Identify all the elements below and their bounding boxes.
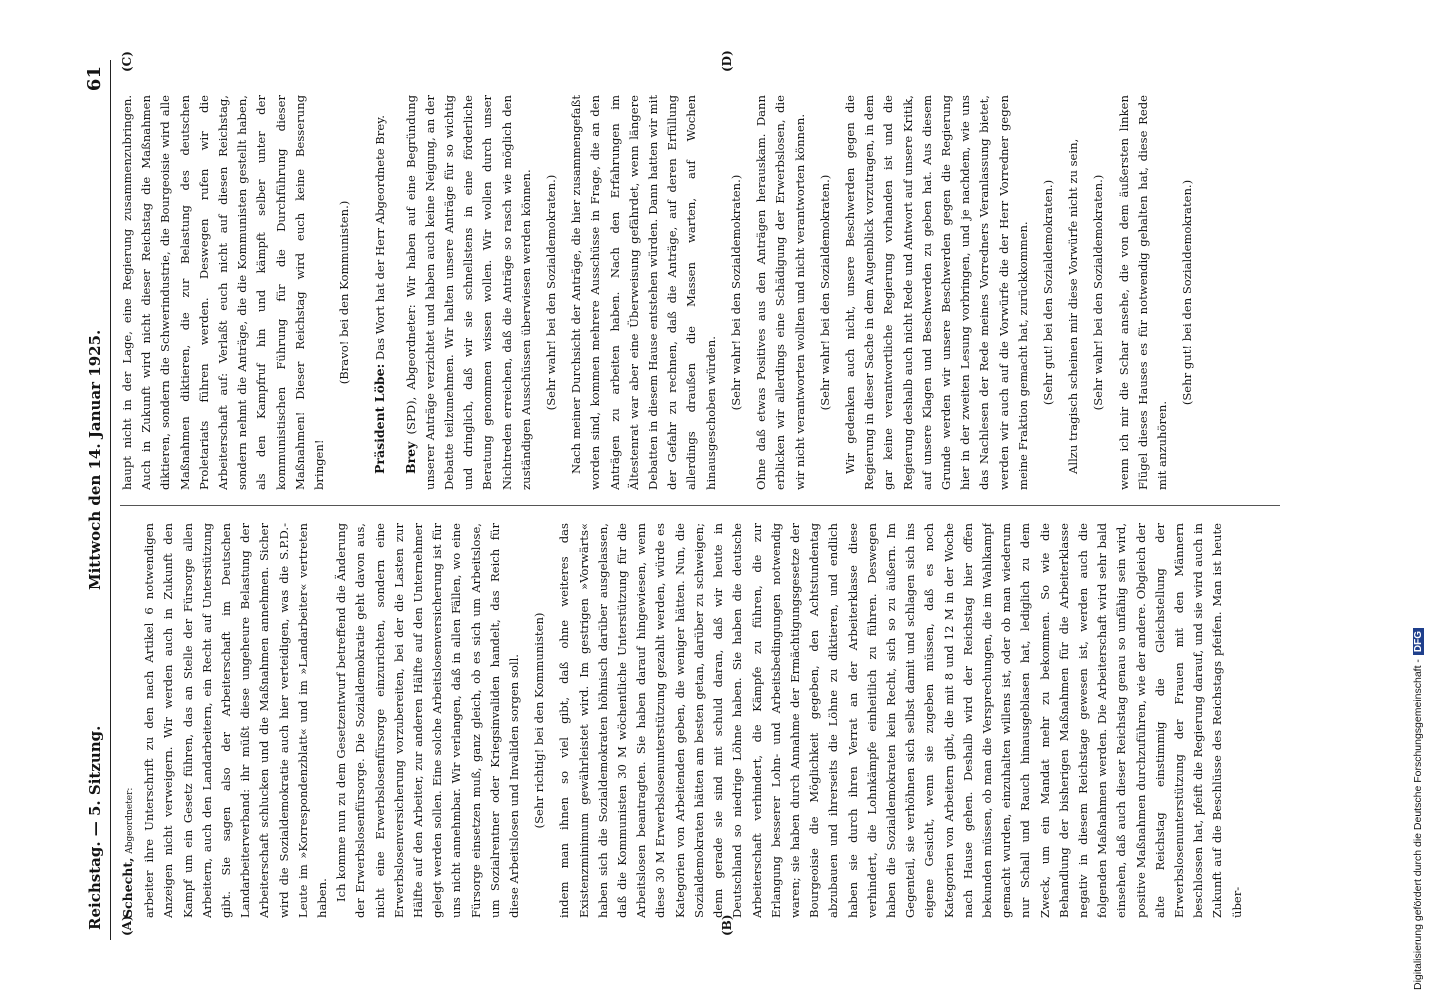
- page-header: [80, 60, 111, 940]
- paragraph: Allzu tragisch scheinen mir diese Vorwürfe nicht zu sein,: [1066, 138, 1081, 474]
- president-line: [370, 95, 390, 490]
- right-column: [118, 95, 1288, 490]
- speaker-name: Schecht,: [120, 857, 135, 918]
- paragraph: arbeiter ihre Unterschrift zu den nach Artikel 6 notwendigen Anzeigen nicht verweigern. Wir werden auch in Zukunft den Kampf um ein Gesetz führen, das an Stelle der Fürsorge allen Arbeitern, auch den Landarbeitern, ein Recht auf Unterstützung gibt. Sie sagen also der Arbeiterschaft im Deutschen Landarbeiterverband: ihr müßt diese ungeheure Belastung der Arbeiterschaft schlucken und die Maßnahmen annehmen. Sicher wird die Sozialdemokratie auch hier verteidigen, was die S.P.D.-Leute im »Korrespondenzblatt« und im »Landarbeiter« vertreten haben.: [142, 523, 330, 918]
- interjection: (Bravo! bei den Kommunisten.): [337, 200, 352, 385]
- speaker-role: Abgeordneter:: [125, 787, 135, 854]
- funding-credit: [1412, 628, 1424, 990]
- paragraph: Ich komme nun zu dem Gesetzentwurf betreffend die Änderung der Erwerbslosenfürsorge. Die Sozialdemokratie geht davon aus, nicht eine Erwerbslosenfürsorge einzurichten, sondern eine Erwerbslosenversicherung vorzubereiten, bei der die Lasten zur Hälfte auf den Arbeiter, zur anderen Hälfte auf den Unternehmer gelegt werden sollen. Eine solche Arbeitslosenversicherung ist für uns nicht annehmbar. Wir verlangen, daß in allen Fällen, wo eine Fürsorge einsetzen muß, ganz gleich, ob es sich um Arbeitslose, um Sozialrentner oder Kriegsinvaliden handelt, das Reich für diese Arbeitslosen und Invaliden sorgen soll.: [334, 523, 522, 918]
- paragraph: Nach meiner Durchsicht der Anträge, die hier zusammengefaßt worden sind, kommen mehrere Ausschüsse in Frage, die an den Anträgen zu arbeiten haben. Nach den Erfahrungen im Ältestenrat war aber eine Überweisung gefährdet, wenn längere Debatten in diesem Hause entstehen würden. Dann hatten wir mit der Gefahr zu rechnen, daß die Anträge, auf deren Erfüllung allerdings draußen die Massen warten, auf Wochen hinausgeschoben würden.: [569, 95, 718, 490]
- paragraph: indem man ihnen so viel gibt, daß ohne weiteres das Existenzminimum gewährleistet wird. Im gestrigen »Vorwärts« haben sich die Sozialdemokraten höhnisch darüber ausgelassen, daß die Kommunisten 30 M wöchentliche Unterstützung für die Arbeitslosen beantragten. Sie haben darauf hingewiesen, wenn diese 30 M Erwerbslosenunterstützung gezahlt werden, würde es Kategorien von Arbeitenden geben, die weniger hätten. Nun, die Sozialdemokraten hätten am besten getan, darüber zu schweigen; denn gerade sie sind mit schuld daran, daß wir heute in Deutschland so niedrige Löhne haben. Sie haben die deutsche Arbeiterschaft verhindert, die Kämpfe zu führen, die zur Erlangung besserer Lohn- und Arbeitsbedingungen notwendig waren; sie haben durch Annahme der Ermächtigungsgesetze der Bourgeoisie die Möglichkeit gegeben, den Achtstundentag abzubauen und ihrerseits die Löhne zu diktieren, und endlich haben sie durch ihren Verrat an der Arbeiterklasse diese verhindert, die Lohnkämpfe einheitlich zu führen. Deswegen haben die Sozialdemokraten kein Recht, sich so zu äußern. Im Gegenteil, sie verhöhnen sich selbst damit und schlagen sich ins eigene Gesicht, wenn sie zugeben müssen, daß es noch Kategorien von Arbeitern gibt, die mit 8 und 12 M in der Woche nach Hause gehen. Deshalb wird der Reichstag hier offen bekunden müssen, ob man die Versprechungen, die im Wahlkampf gemacht wurden, einzuhalten willens ist, oder ob man wiederum nur Schall und Rauch hinausgeblasen hat, lediglich zu dem Zweck, um ein Mandat mehr zu bekommen. So wie die Behandlung der bisherigen Maßnahmen für die Arbeiterklasse negativ in diesem Reichstage gewesen ist, werden auch die folgenden Maßnahmen werden. Die Arbeiterschaft wird sehr bald einsehen, daß auch dieser Reichstag genau so unfähig sein wird, positive Maßnahmen durchzuführen, wie der andere. Obgleich der alte Reichstag einstimmig die Gleichstellung der Erwerbslosenunterstützung der Frauen mit den Männern beschlossen hat, pfeift die Regierung darauf, und sie wird auch in Zukunft auf die Beschlüsse des Reichstags pfeifen. Man ist heute über-: [557, 523, 1244, 918]
- document-page: [80, 50, 1300, 940]
- interjection: (Sehr richtig! bei den Kommunisten): [532, 612, 547, 829]
- president-label: Präsident Löbe:: [372, 363, 388, 474]
- header-date: Mittwoch den 14. Januar 1925.: [86, 329, 104, 590]
- interjection: (Sehr gut! bei den Sozialdemokraten.): [1040, 179, 1055, 406]
- interjection: (Sehr wahr! bei den Sozialdemokraten.): [817, 174, 832, 411]
- column-divider: [120, 505, 1280, 506]
- funding-credit-text: Digitalisierung gefördert durch die Deutsche Forschungsgemeinschaft -: [1412, 659, 1424, 990]
- margin-marker-a: (A): [120, 915, 134, 936]
- paragraph: Wir gedenken auch nicht, unsere Beschwerden gegen die Regierung in dieser Sache in dem Augenblick vorzutragen, in dem gar keine verantwortliche Regierung vorhanden ist und die Regierung deshalb auch nicht Rede und Antwort auf unsere Kritik, auf unsere Klagen und Beschwerden zu geben hat. Aus diesem Grunde werden wir unsere Beschwerden gegen die Regierung hier in der zweiten Lesung vorbringen, und je nachdem, wie uns das Nachlesen der Rede meines Vorredners Veranlassung bietet, werden wir auch auf die Vorwürfe die der Herr Vorredner gegen meine Fraktion gemacht hat, zurückkommen.: [842, 95, 1030, 490]
- speaker-line: [401, 95, 536, 490]
- header-session: Reichstag. — 5. Sitzung.: [86, 725, 104, 930]
- speaker-line: [118, 523, 140, 918]
- interjection: (Sehr gut! bei den Sozialdemokraten.): [1180, 179, 1195, 406]
- paragraph: Ohne daß etwas Positives aus den Anträgen herauskam. Dann erblicken wir allerdings eine Schädigung der Erwerbslosen, die wir nicht verantworten wollten und nicht verantworten können.: [754, 95, 807, 490]
- speaker-name: Brey: [402, 441, 418, 474]
- left-column: [118, 523, 1288, 918]
- margin-marker-b: (B): [720, 914, 734, 936]
- paragraph: wenn ich mir die Schar ansehe, die von dem äußersten linken Flügel dieses Hauses es für notwendig gehalten hat, diese Rede mit anzuhören.: [1116, 95, 1169, 490]
- paragraph: haupt nicht in der Lage, eine Regierung zusammenzubringen. Auch in Zukunft wird nicht dieser Reichstag die Maßnahmen diktieren, sondern die Schwerindustrie, die Bourgeoisie wird alle Maßnahmen diktieren, die zur Belastung des deutschen Proletariats führen werden. Deswegen rufen wir die Arbeiterschaft auf: Verlaßt euch nicht auf diesen Reichstag, sondern nehmt die Anträge, die die Kommunisten gestellt haben, als den Kampfruf hin und kämpft selber unter der kommunistischen Führung für die Durchführung dieser Maßnahmen! Dieser Reichstag wird euch keine Besserung bringen!: [120, 95, 327, 490]
- president-text: Das Wort hat der Herr Abgeordnete Brey.: [373, 115, 388, 361]
- dfg-logo: DFG: [1413, 628, 1424, 655]
- margin-marker-d: (D): [720, 50, 734, 72]
- interjection: (Sehr wahr! bei den Sozialdemokraten.): [1091, 174, 1106, 411]
- margin-marker-c: (C): [120, 51, 134, 72]
- interjection: (Sehr wahr! bei den Sozialdemokraten.): [728, 174, 743, 411]
- interjection: (Sehr wahr! bei den Sozialdemokraten.): [544, 174, 559, 411]
- speaker-text: (SPD), Abgeordneter: Wir haben auf eine Begründung unserer Anträge verzichtet und haben auch keine Neigung, an der Debatte teilzunehmen. Wir halten unsere Anträge für so wichtig und dringlich, daß wir sie schnellstens in eine förderliche Beratung genommen wissen wollen. Wir wollen durch unser Nichtreden erreichen, daß die Anträge so rasch wie möglich den zuständigen Ausschüssen überwiesen werden können.: [403, 95, 533, 490]
- page-number: 61: [84, 66, 105, 92]
